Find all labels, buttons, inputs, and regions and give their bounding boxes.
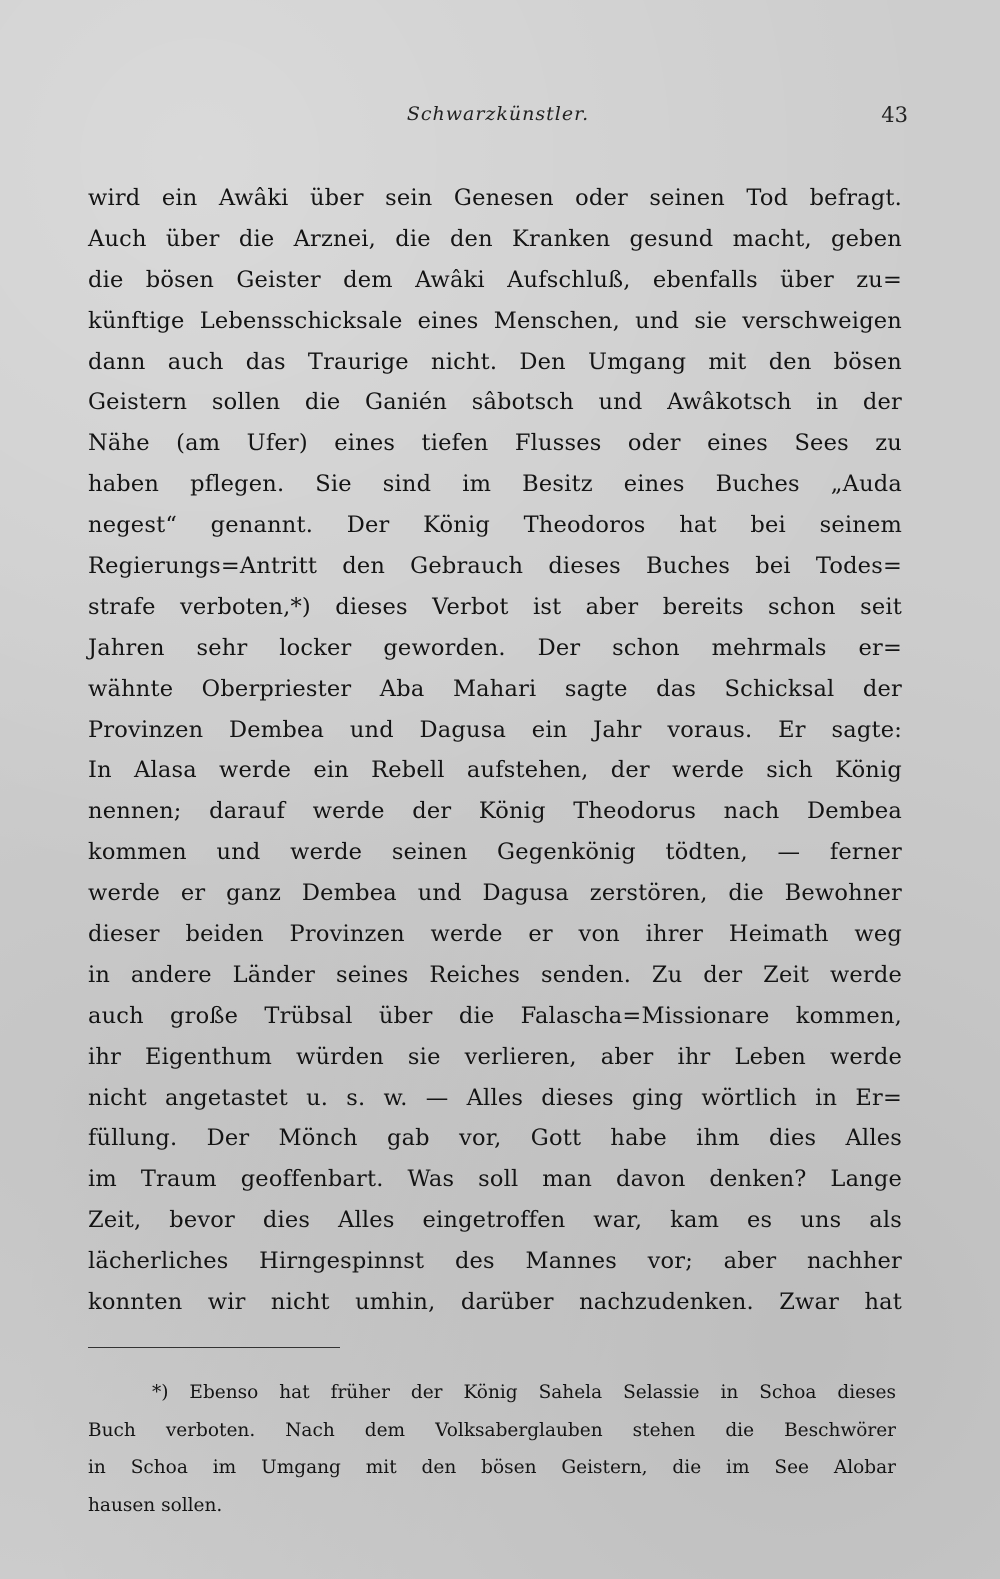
text-line: Zeit, bevor dies Alles eingetroffen war, kam es uns als [88, 1207, 902, 1234]
running-head-title: Schwarzkünstler. [406, 103, 590, 125]
text-line: in andere Länder seines Reiches senden. Zu der Zeit werde [88, 961, 902, 988]
text-line: In Alasa werde ein Rebell aufstehen, der werde sich König [88, 757, 902, 784]
text-line: wird ein Awâki über sein Genesen oder seinen Tod befragt. [88, 185, 902, 211]
text-line: künftige Lebensschicksale eines Menschen, und sie verschweigen [88, 307, 902, 334]
text-line: nicht angetastet u. s. w. — Alles dieses ging wörtlich in Er= [88, 1084, 902, 1111]
text-line: Nähe (am Ufer) eines tiefen Flusses oder eines Sees zu [88, 430, 902, 457]
text-line: füllung. Der Mönch gab vor, Gott habe ihm dies Alles [88, 1125, 902, 1152]
text-line: dann auch das Traurige nicht. Den Umgang mit den bösen [88, 348, 902, 375]
text-line: lächerliches Hirngespinnst des Mannes vor; aber nachher [88, 1248, 902, 1275]
text-line: Regierungs=Antritt den Gebrauch dieses Buches bei Todes= [88, 553, 902, 580]
text-line: werde er ganz Dembea und Dagusa zerstören, die Bewohner [88, 880, 902, 907]
text-line: Jahren sehr locker geworden. Der schon mehrmals er= [88, 634, 902, 661]
text-line: dieser beiden Provinzen werde er von ihrer Heimath weg [88, 921, 902, 948]
footnote-line: Buch verboten. Nach dem Volksaberglauben stehen die Beschwörer [88, 1419, 896, 1441]
text-line: Provinzen Dembea und Dagusa ein Jahr voraus. Er sagte: [88, 716, 902, 743]
page-number: 43 [881, 103, 908, 127]
text-line: nennen; darauf werde der König Theodorus nach Dembea [88, 798, 902, 825]
running-head [88, 103, 908, 137]
footnote-divider [88, 1347, 340, 1348]
text-line: auch große Trübsal über die Falascha=Missionare kommen, [88, 1002, 902, 1029]
text-line: Geistern sollen die Ganién sâbotsch und Awâkotsch in der [88, 389, 902, 416]
text-line: kommen und werde seinen Gegenkönig tödten, — ferner [88, 839, 902, 866]
footnote-line: hausen sollen. [88, 1494, 223, 1516]
text-line: strafe verboten,*) dieses Verbot ist aber bereits schon seit [88, 593, 902, 620]
text-line: ihr Eigenthum würden sie verlieren, aber ihr Leben werde [88, 1043, 902, 1070]
text-line: die bösen Geister dem Awâki Aufschluß, ebenfalls über zu= [88, 266, 902, 293]
text-line: konnten wir nicht umhin, darüber nachzudenken. Zwar hat [88, 1289, 902, 1316]
footnote [88, 1374, 896, 1524]
text-line: im Traum geoffenbart. Was soll man davon denken? Lange [88, 1166, 902, 1193]
footnote-line: *) Ebenso hat früher der König Sahela Selassie in Schoa dieses [152, 1382, 896, 1403]
footnote-line: in Schoa im Umgang mit den bösen Geistern, die im See Alobar [88, 1457, 896, 1478]
text-line: wähnte Oberpriester Aba Mahari sagte das Schicksal der [88, 675, 902, 702]
text-line: negest“ genannt. Der König Theodoros hat bei seinem [88, 512, 902, 539]
text-line: Auch über die Arznei, die den Kranken gesund macht, geben [88, 225, 902, 252]
text-line: haben pflegen. Sie sind im Besitz eines Buches „Auda [88, 471, 902, 498]
body-text [88, 178, 902, 1323]
